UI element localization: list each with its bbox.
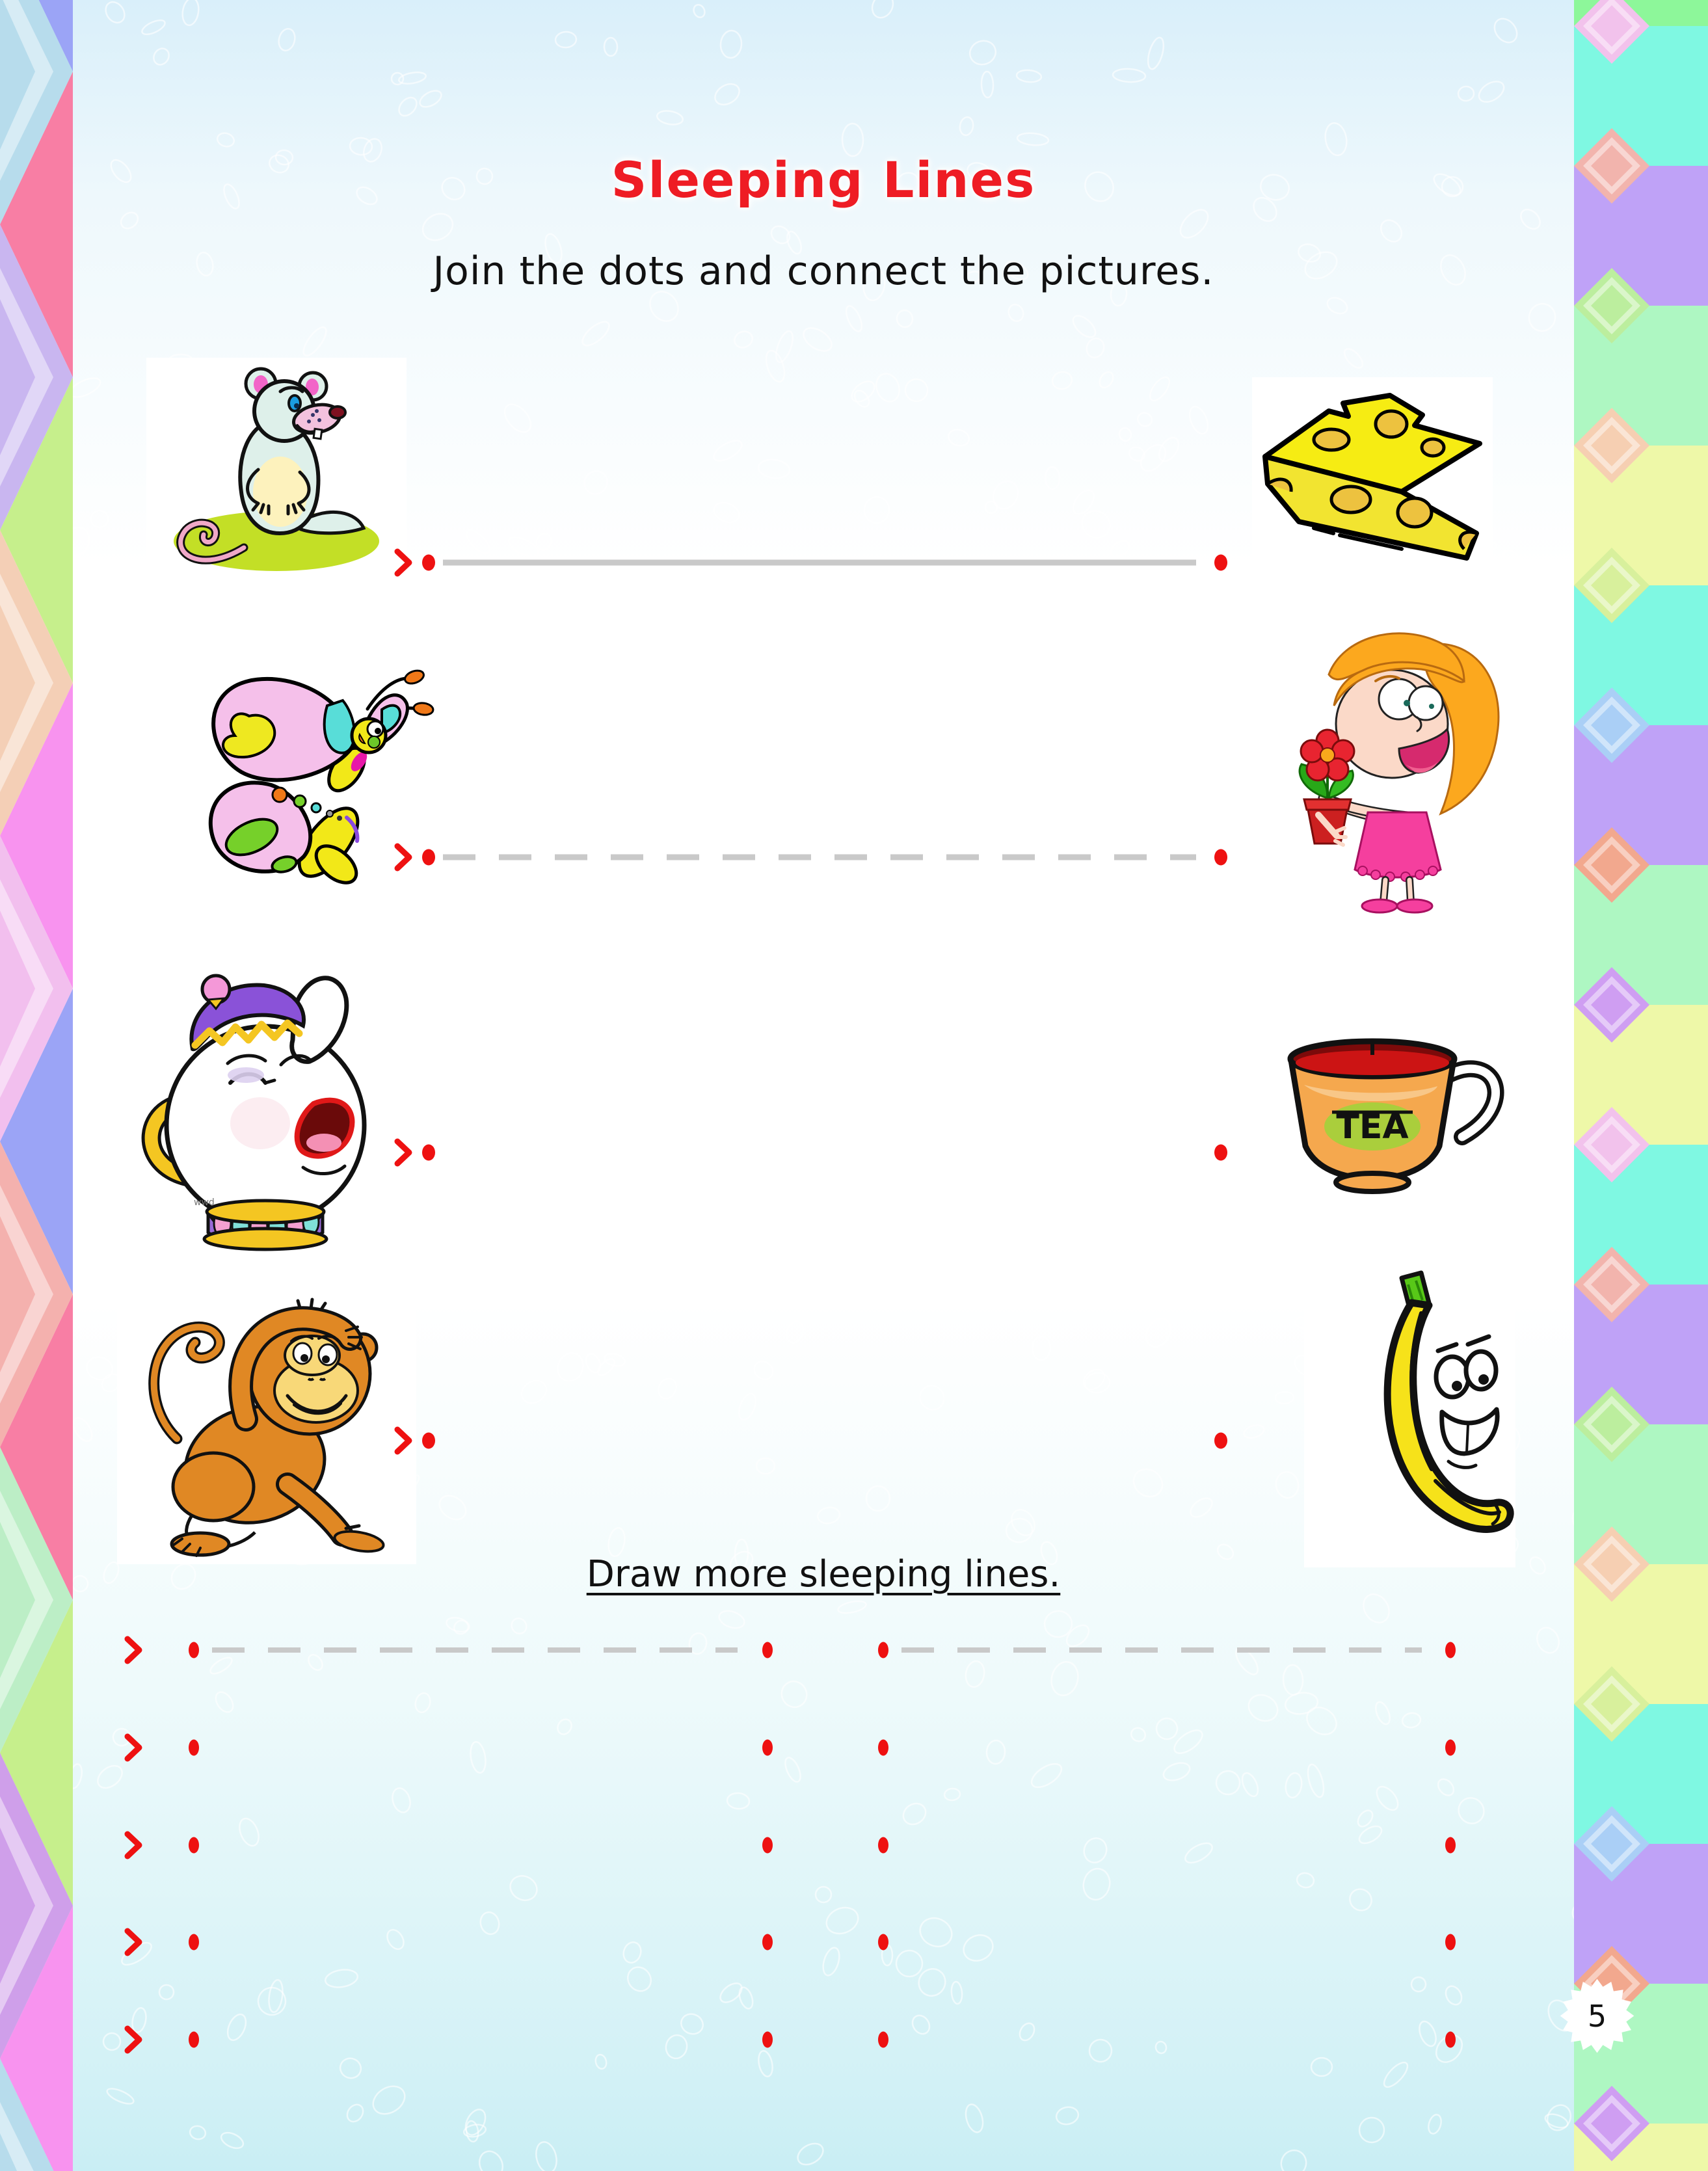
connector-row-4 [394, 1426, 1229, 1455]
start-dot [422, 555, 435, 571]
end-dot [1214, 1433, 1227, 1449]
connector-row-3 [394, 1138, 1229, 1167]
page-number: 5 [1587, 1998, 1607, 2034]
start-dot [189, 1642, 199, 1658]
practice-row-1-right [878, 1636, 1457, 1664]
start-dot [878, 1642, 888, 1658]
start-dot [189, 1934, 199, 1951]
practice-row-4-right [878, 1928, 1457, 1956]
practice-row-2-left [124, 1733, 774, 1762]
right-border-decoration [1574, 0, 1708, 2171]
start-dot [878, 2032, 888, 2048]
page-title: Sleeping Lines [611, 151, 1036, 209]
start-chevron-icon [394, 1138, 413, 1167]
start-chevron-icon [394, 843, 413, 872]
end-dot [1445, 1934, 1456, 1951]
practice-row-3-left [124, 1831, 774, 1859]
teapot-image [117, 953, 397, 1262]
end-dot [1445, 1642, 1456, 1658]
connector-row-2 [394, 843, 1229, 872]
guide-line-dashed [901, 1647, 1422, 1653]
teapot-watermark: wwd [194, 1197, 215, 1208]
end-dot [762, 1740, 773, 1756]
guide-line-dashed [443, 855, 1196, 860]
start-chevron-icon [124, 1733, 143, 1762]
butterfly-image [172, 647, 452, 927]
start-dot [878, 1740, 888, 1756]
practice-heading: Draw more sleeping lines. [586, 1553, 1061, 1595]
banana-image [1304, 1265, 1515, 1567]
end-dot [1214, 1145, 1227, 1161]
start-dot [422, 1433, 435, 1449]
cheese-image [1252, 377, 1493, 569]
end-dot [1214, 555, 1227, 571]
connector-row-1 [394, 548, 1229, 577]
start-chevron-icon [124, 1831, 143, 1859]
start-dot [878, 1837, 888, 1854]
practice-row-5-right [878, 2025, 1457, 2054]
guide-line-dashed [212, 1647, 738, 1653]
monkey-image [117, 1268, 416, 1564]
page-number-badge [1560, 1978, 1635, 2053]
start-chevron-icon [124, 1636, 143, 1664]
start-chevron-icon [394, 1426, 413, 1455]
start-chevron-icon [124, 1928, 143, 1956]
start-dot [189, 1740, 199, 1756]
end-dot [762, 1642, 773, 1658]
teacup-label: TEA [1336, 1108, 1409, 1147]
mouse-image [146, 358, 407, 576]
end-dot [762, 1934, 773, 1951]
instruction-text: Join the dots and connect the pictures. [433, 248, 1214, 294]
start-dot [189, 2032, 199, 2048]
practice-row-2-right [878, 1733, 1457, 1762]
tea-cup-image [1242, 1015, 1506, 1236]
practice-row-4-left [124, 1928, 774, 1956]
end-dot [1445, 1740, 1456, 1756]
start-dot [878, 1934, 888, 1951]
girl-with-flower-image [1272, 608, 1515, 914]
guide-line-solid [443, 560, 1196, 566]
end-dot [1445, 1837, 1456, 1854]
start-dot [422, 849, 435, 866]
start-chevron-icon [394, 548, 413, 577]
practice-row-3-right [878, 1831, 1457, 1859]
left-border-decoration [0, 0, 73, 2171]
end-dot [762, 2032, 773, 2048]
practice-row-1-left [124, 1636, 774, 1664]
start-dot [189, 1837, 199, 1854]
start-dot [422, 1145, 435, 1161]
end-dot [762, 1837, 773, 1854]
end-dot [1214, 849, 1227, 866]
practice-row-5-left [124, 2025, 774, 2054]
end-dot [1445, 2032, 1456, 2048]
start-chevron-icon [124, 2025, 143, 2054]
